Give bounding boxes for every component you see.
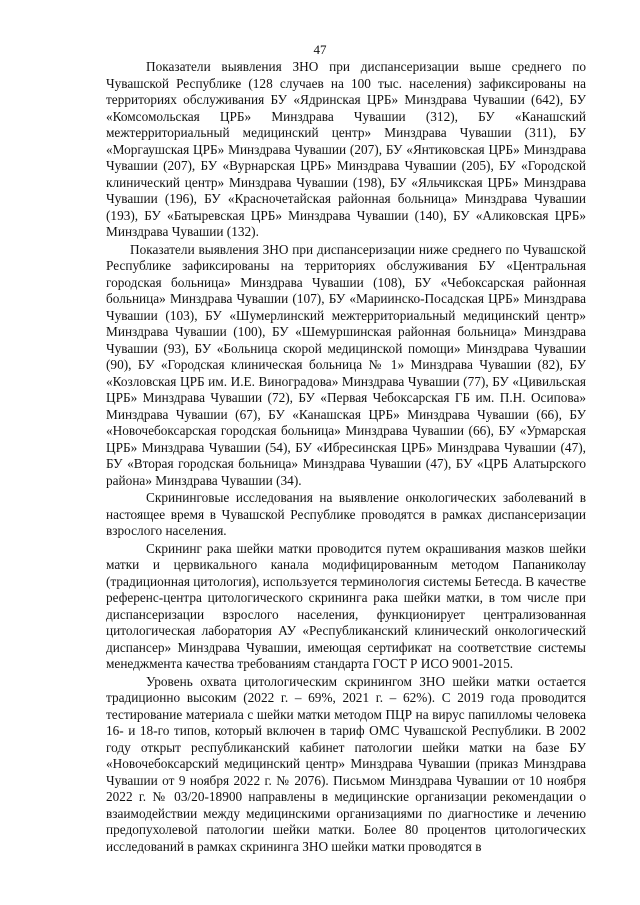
page-number: 47 — [313, 42, 327, 57]
paragraph-below-average: Показатели выявления ЗНО при диспансеризации ниже среднего по Чувашской Республике зафиксированы на территориях обслуживания БУ «Центральная городская больница» Минздрава Чувашии (108), БУ «Чебоксарская районная больница» Минздрава Чувашии (107), БУ «Мариинско-Посадская ЦРБ» Минздрава Чувашии (103), БУ «Шумерлинский межтерриториальный медицинский центр» Минздрава Чувашии (100), БУ «Шемуршинская районная больница» Минздрава Чувашии (93), БУ «Больница скорой медицинской помощи» Минздрава Чувашии (90), БУ «Городская клиническая больница № 1» Минздрава Чувашии (82), БУ «Козловская ЦРБ им. И.Е. Виноградова» Минздрава Чувашии (77), БУ «Цивильская ЦРБ» Минздрава Чувашии (72), БУ «Первая Чебоксарская ГБ им. П.Н. Осипова» Минздрава Чувашии (67), БУ «Канашская ЦРБ» Минздрава Чувашии (66), БУ «Новочебоксарская городская больница» Минздрава Чувашии (66), БУ «Урмарская ЦРБ» Минздрава Чувашии (54), БУ «Ибресинская ЦРБ» Минздрава Чувашии (47), БУ «Вторая городская больница» Минздрава Чувашии (47), БУ «ЦРБ Алатырского района» Минздрава Чувашии (34). — [106, 241, 586, 488]
paragraph-cervical-screening: Скрининг рака шейки матки проводится путем окрашивания мазков шейки матки и цервикального канала модифицированным методом Папаниколау (традиционная цитология), используется терминология системы Бетесда. В качестве референс-центра цитологического скрининга рака шейки матки, в том числе при диспансеризации взрослого населения, функционирует централизованная цитологическая лаборатория АУ «Республиканский клинический онкологический диспансер» Минздрава Чувашии, имеющая сертификат на соответствие системы менеджмента качества требованиям стандарта ГОСТ Р ИСО 9001-2015. — [106, 540, 586, 671]
paragraph-above-average: Показатели выявления ЗНО при диспансеризации выше среднего по Чувашской Республике (128 случаев на 100 тыс. населения) зафиксированы на территориях обслуживания БУ «Ядринская ЦРБ» Минздрава Чувашии (642), БУ «Комсомольская ЦРБ» Минздрава Чувашии (312), БУ «Канашский межтерриториальный медицинский центр» Минздрава Чувашии (311), БУ «Моргаушская ЦРБ» Минздрава Чувашии (207), БУ «Янтиковская ЦРБ» Минздрава Чувашии (207), БУ «Вурнарская ЦРБ» Минздрава Чувашии (205), БУ «Городской клинический центр» Минздрава Чувашии (198), БУ «Яльчикская ЦРБ» Минздрава Чувашии (196), БУ «Красночетайская районная больница» Минздрава Чувашии (193), БУ «Батыревская ЦРБ» Минздрава Чувашии (140), БУ «Аликовская ЦРБ» Минздрава Чувашии (132). — [106, 59, 586, 239]
paragraph-coverage-level: Уровень охвата цитологическим скринингом ЗНО шейки матки остается традиционно высоким (2022 г. – 69%, 2021 г. – 62%). С 2019 года проводится тестирование материала с шейки матки методом ПЦР на вирус папилломы человека 16- и 18-го типов, который включен в тариф ОМС Чувашской Республики. В 2002 году открыт республиканский кабинет патологии шейки матки на базе БУ «Новочебоксарский медицинский центр» Минздрава Чувашии (приказ Минздрава Чувашии от 9 ноября 2022 г. № 2076). Письмом Минздрава Чувашии от 10 ноября 2022 г. № 03/20-18900 направлены в медицинские организации рекомендации о взаимодействии между медицинскими организациями по диагностике и лечению предопухолевой патологии шейки матки. Более 80 процентов цитологических исследований в рамках скрининга ЗНО шейки матки проводятся в — [106, 673, 586, 854]
paragraph-screening-intro: Скрининговые исследования на выявление онкологических заболеваний в настоящее время в Чувашской Республике проводятся в рамках диспансеризации взрослого населения. — [106, 490, 586, 538]
body-text — [106, 59, 586, 856]
